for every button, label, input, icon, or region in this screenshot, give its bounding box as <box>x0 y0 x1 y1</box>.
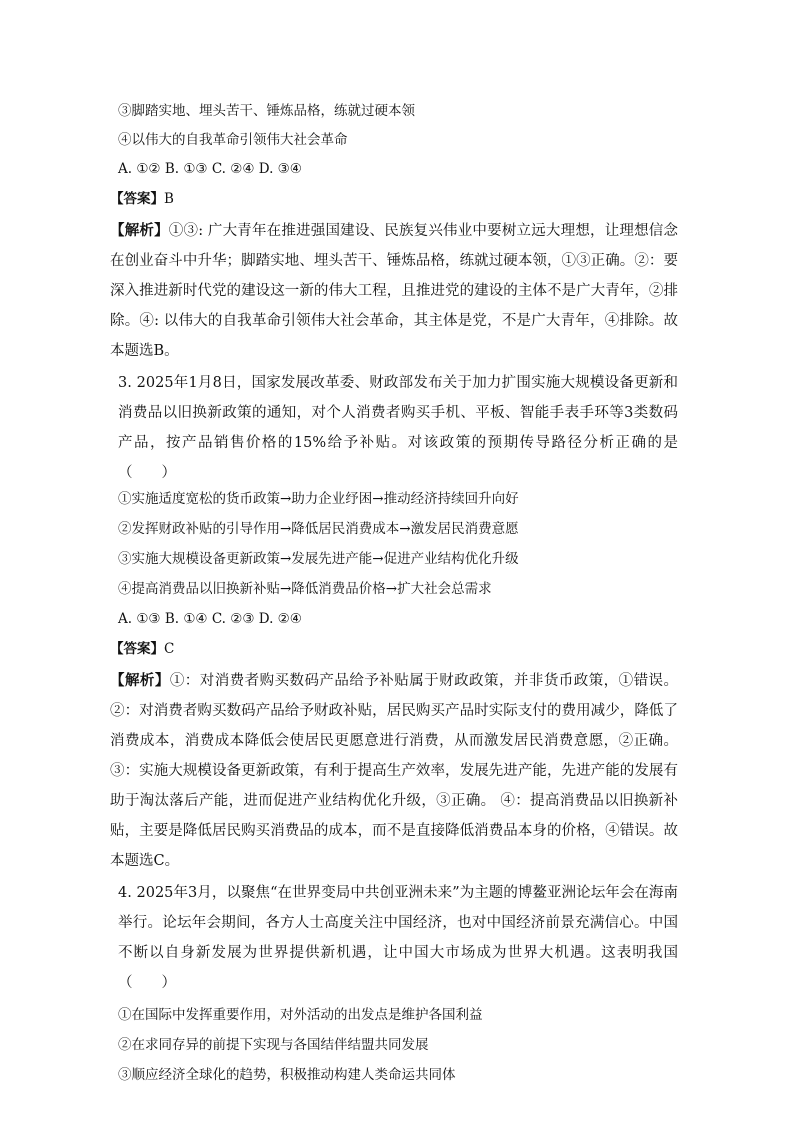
q2-analysis <box>110 216 678 366</box>
q4-option-3: ③顺应经济全球化的趋势，积极推动构建人类命运共同体 <box>118 1067 456 1083</box>
q3-analysis <box>110 666 678 876</box>
q3-answer-label: 【答案】 <box>110 641 164 657</box>
q3-choices: A. ①③ B. ①④ C. ②③ D. ②④ <box>118 611 302 627</box>
q2-choices: A. ①② B. ①③ C. ②④ D. ③④ <box>118 161 302 177</box>
q2-answer <box>110 188 678 210</box>
q2-option-4: ④以伟大的自我革命引领伟大社会革命 <box>118 132 348 148</box>
q2-answer-value: B <box>164 191 174 207</box>
q2-analysis-text: ①③: 广大青年在推进强国建设、民族复兴伟业中要树立远大理想，让理想信念在创业奋斗中升华；脚踏实地、埋头苦干、锤炼品格，练就过硬本领，①③正确。②：要深入推进新时代党的建设这一新的伟大工程，且推进党的建设的主体不是广大青年，②排除。④: 以伟大的自我革命引领伟大社会革命，其主体是党，不是广大青年，④排除。故本题选B。 <box>110 223 678 359</box>
q4-option-1: ①在国际中发挥重要作用，对外活动的出发点是维护各国利益 <box>118 1007 483 1023</box>
page-content <box>110 100 679 1094</box>
q2-option-3: ③脚踏实地、埋头苦干、锤炼品格，练就过硬本领 <box>118 103 415 119</box>
q3-answer <box>110 638 678 660</box>
q3-option-4: ④提高消费品以旧换新补贴→降低消费品价格→扩大社会总需求 <box>118 581 492 597</box>
q3-option-2: ②发挥财政补贴的引导作用→降低居民消费成本→激发居民消费意愿 <box>118 521 519 537</box>
q4-option-2: ②在求同存异的前提下实现与各国结伴结盟共同发展 <box>118 1037 429 1053</box>
q4-stem: 4. 2025年3月，以聚焦“在世界变局中共创亚洲未来”为主题的博鳌亚洲论坛年会在海南举行。论坛年会期间，各方人士高度关注中国经济，也对中国经济前景充满信心。中国不断以自身新发展为世界提供新机遇，让中国大市场成为世界大机遇。这表明我国（ ） <box>118 885 678 991</box>
q3-option-1: ①实施适度宽松的货币政策→助力企业纾困→推动经济持续回升向好 <box>118 491 519 507</box>
q3-stem: 3. 2025年1月8日，国家发展改革委、财政部发布关于加力扩围实施大规模设备更新和消费品以旧换新政策的通知，对个人消费者购买手机、平板、智能手表手环等3类数码产品，按产品销售价格的15%给予补贴。对该政策的预期传导路径分析正确的是（ ） <box>118 375 678 481</box>
q3-answer-value: C <box>164 641 175 657</box>
q3-analysis-label: 【解析】 <box>110 672 170 689</box>
q2-answer-label: 【答案】 <box>110 191 164 207</box>
q3-analysis-text: ①：对消费者购买数码产品给予补贴属于财政政策，并非货币政策，①错误。 ②：对消费者购买数码产品给予财政补贴，居民购买产品时实际支付的费用减少，降低了消费成本，消费成本降低会使居民更愿意进行消费，从而激发居民消费意愿，②正确。 ③：实施大规模设备更新政策，有利于提高生产效率，发展先进产能，先进产能的发展有助于淘汰落后产能，进而促进产业结构优化升级，③正确。 ④：提高消费品以旧换新补贴，主要是降低居民购买消费品的成本，而不是直接降低消费品本身的价格，④错误。故本题选C。 <box>110 673 679 869</box>
q2-analysis-label: 【解析】 <box>110 222 169 239</box>
q3-option-3: ③实施大规模设备更新政策→发展先进产能→促进产业结构优化升级 <box>118 551 519 567</box>
